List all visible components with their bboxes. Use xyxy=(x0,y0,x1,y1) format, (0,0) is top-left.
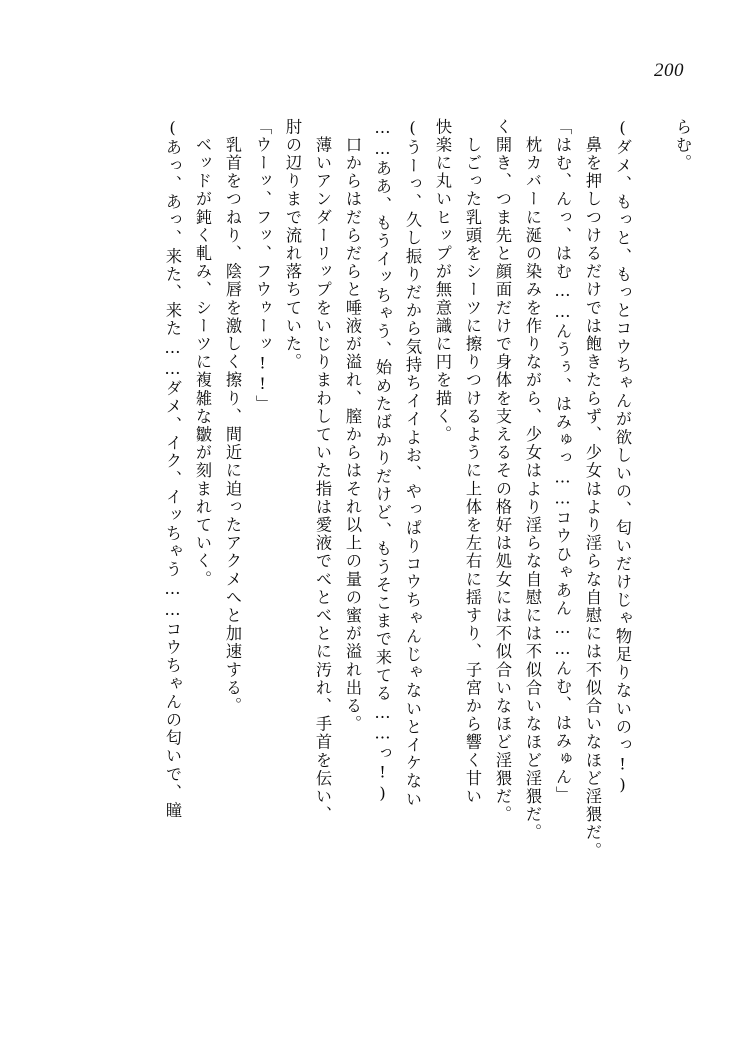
text-line: しごった乳頭をシーツに擦りつけるように上体を左右に揺すり、子宮から響く甘い xyxy=(463,118,482,806)
text-line: 枕カバーに涎の染みを作りながら、少女はより淫らな自慰には不似合いなほど淫猥だ。 xyxy=(523,118,542,842)
text-line: 快楽に丸いヒップが無意識に円を描く。 xyxy=(433,118,452,444)
text-line: 乳首をつねり、陰唇を激しく擦り、間近に迫ったアクメへと加速する。 xyxy=(223,118,242,716)
vertical-text-body xyxy=(60,118,690,948)
text-line: 薄いアンダーリップをいじりまわしていた指は愛液でべとべとに汚れ、手首を伝い、 xyxy=(313,118,332,824)
text-line: (あっ、あっ、来た、来た……ダメ、イク、イッちゃう……コウちゃんの匂いで、瞳 xyxy=(163,118,182,820)
text-line: (うーっ、久し振りだから気持ちイイよお、やっぱりコウちゃんじゃないとイケない xyxy=(403,118,422,809)
page-number: 200 xyxy=(654,60,684,81)
text-line: 「ウーッ、フッ、フウゥーッ!!」 xyxy=(253,118,272,414)
text-line: 口からはだらだらと唾液が溢れ、膣からはそれ以上の量の蜜が溢れ出る。 xyxy=(343,118,362,734)
text-line: 肘の辺りまで流れ落ちていた。 xyxy=(283,118,302,372)
text-line: (ダメ、もっと、もっとコウちゃんが欲しいの、匂いだけじゃ物足りないのっ!) xyxy=(613,118,632,797)
text-line: ベッドが鈍く軋み、シーツに複雑な皺が刻まれていく。 xyxy=(193,118,212,589)
text-line: 「はむ、んっ、はむ……んうぅ、はみゅっ……コウひゃあん……んむ、はみゅん」 xyxy=(553,118,572,805)
text-line: 鼻を押しつけるだけでは飽きたらず、少女はより淫らな自慰には不似合いなほど淫猥だ。 xyxy=(583,118,602,861)
text-line: く開き、つま先と顔面だけで身体を支えるその格好は処女には不似合いなほど淫猥だ。 xyxy=(493,118,512,824)
text-line xyxy=(630,118,660,948)
text-line: らむ。 xyxy=(673,118,692,173)
text-line: ……ああ、もうイッちゃう、始めたばかりだけど、もうそこまで来てる……っ!) xyxy=(373,118,392,805)
